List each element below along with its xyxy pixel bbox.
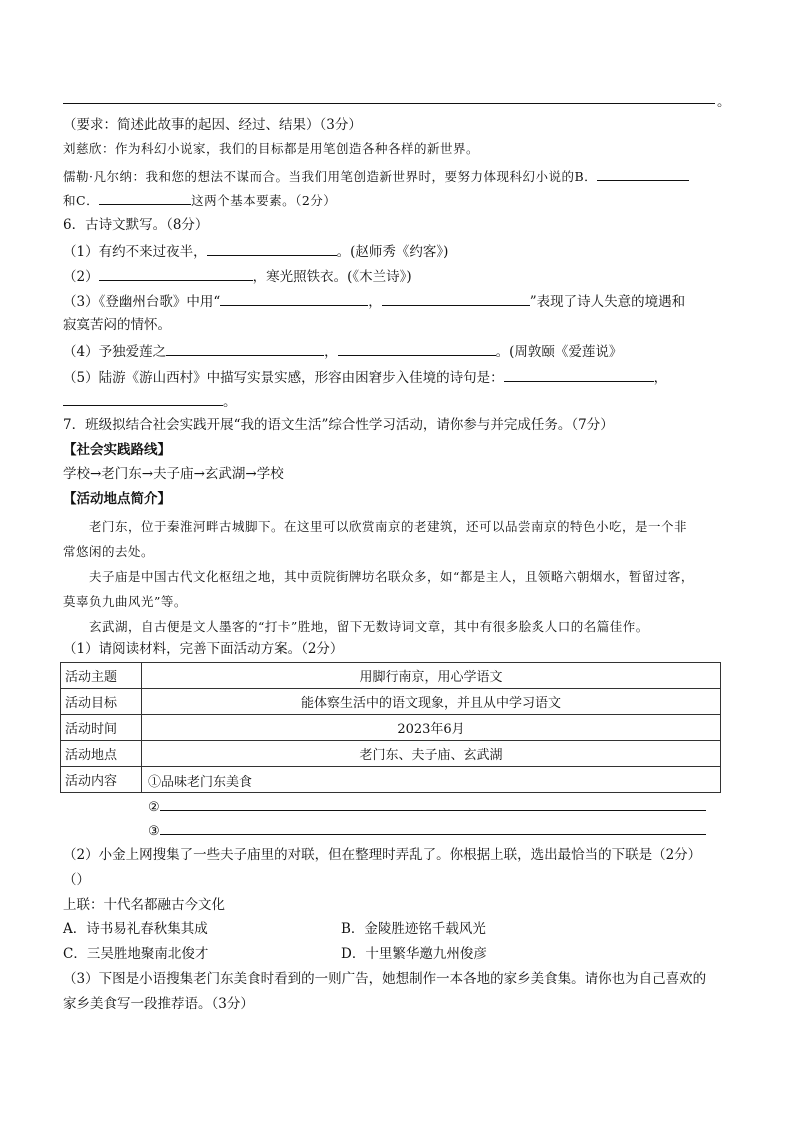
- verne-line-text: 儒勒·凡尔纳：我和您的想法不谋而合。当我们用笔创造新世界时，要努力体现科幻小说的B．: [63, 169, 598, 184]
- intro-fuzimiao: 夫子庙是中国古代文化枢纽之地，其中贡院街牌坊名联众多，如“都是主人，且领略六朝烟水，暂留过客，: [89, 569, 694, 584]
- option-b[interactable]: B．金陵胜迹铭千载风光: [341, 921, 486, 937]
- q6-item-3: [63, 291, 685, 311]
- q7-sub3: （3）下图是小语搜集老门东美食时看到的一则广告，她想制作一本各地的家乡美食集。请你也为自己喜欢的: [63, 971, 707, 987]
- q7-sub2-paren[interactable]: （）: [63, 872, 90, 888]
- q6-item-2-suffix: ，寒光照铁衣。(《木兰诗》): [252, 269, 412, 285]
- q6-blank-5a[interactable]: [504, 367, 654, 382]
- q6-item-1-suffix: 。(赵师秀《约客》): [336, 244, 449, 260]
- verne-line: [63, 166, 689, 186]
- q6-item-5-end: 。: [223, 394, 237, 410]
- liu-cixin-line: 刘慈欣：作为科幻小说家，我们的目标都是用笔创造各种各样的新世界。: [63, 141, 480, 156]
- verne-line-2-prefix: 和C．: [63, 193, 100, 208]
- intro-heading: 【活动地点简介】: [63, 491, 171, 507]
- content-item-1: ①品味老门东美食: [148, 775, 253, 790]
- q7-sub2: （2）小金上网搜集了一些夫子庙里的对联，但在整理时弄乱了。你根据上联，选出最恰当的下联是（2分）: [63, 847, 702, 863]
- q6-item-4: [63, 341, 622, 361]
- q6-blank-2[interactable]: [99, 266, 253, 281]
- q6-blank-3b[interactable]: [382, 291, 530, 306]
- q6-blank-4b[interactable]: [338, 341, 496, 356]
- intro-laomendong-2: 常悠闲的去处。: [63, 544, 155, 559]
- table-row: [61, 741, 721, 767]
- route-heading: 【社会实践路线】: [63, 442, 171, 458]
- q6-blank-3a[interactable]: [220, 291, 368, 306]
- content-cell: [142, 767, 721, 839]
- q6-item-5-line2: [63, 391, 237, 411]
- q6-item-5-comma: ，: [653, 370, 668, 386]
- option-c[interactable]: C．三吴胜地聚南北俊才: [63, 946, 209, 962]
- answer-blank-top: [63, 103, 715, 104]
- q6-item-4-suffix: 。(周敦颐《爱莲说》: [495, 344, 623, 360]
- blank-b[interactable]: [597, 166, 689, 181]
- content-item-2-marker: ②: [148, 800, 160, 815]
- row-label: 活动目标: [61, 689, 142, 715]
- top-period: 。: [717, 94, 731, 110]
- q6-blank-4a[interactable]: [166, 341, 324, 356]
- content-item-3: [148, 820, 706, 839]
- verne-line-2: [63, 190, 336, 210]
- row-label: 活动时间: [61, 715, 142, 741]
- row-value: 老门东、夫子庙、玄武湖: [142, 741, 721, 767]
- intro-laomendong: 老门东，位于秦淮河畔古城脚下。在这里可以欣赏南京的老建筑，还可以品尝南京的特色小吃，是一个非: [89, 519, 688, 534]
- q6-item-3-suffix: ”表现了诗人失意的境遇和: [529, 294, 686, 310]
- q6-item-1-prefix: （1）有约不来过夜半，: [63, 244, 207, 260]
- q6-item-4-comma: ，: [324, 344, 338, 360]
- row-value: 用脚行南京，用心学语文: [142, 663, 721, 689]
- table-row: [61, 715, 721, 741]
- content-blank-3[interactable]: [160, 820, 706, 835]
- q6-title: 6．古诗文默写。（8分）: [63, 217, 209, 233]
- q6-item-3-line2: 寂寞苦闷的情怀。: [63, 317, 171, 333]
- content-item-3-marker: ③: [148, 824, 160, 839]
- verne-line-2-suffix: 这两个基本要素。（2分）: [191, 193, 337, 208]
- route-text: 学校→老门东→夫子庙→玄武湖→学校: [63, 466, 284, 482]
- intro-xuanwuhu: 玄武湖，自古便是文人墨客的“打卡”胜地，留下无数诗词文章，其中有很多脍炙人口的名篇佳作。: [89, 619, 649, 634]
- blank-c[interactable]: [99, 190, 191, 205]
- requirement-note: （要求：简述此故事的起因、经过、结果）（3分）: [63, 117, 362, 133]
- q7-sub3-line2: 家乡美食写一段推荐语。（3分）: [63, 996, 254, 1012]
- q6-blank-5b[interactable]: [63, 391, 223, 406]
- q6-item-4-prefix: （4）予独爱莲之: [63, 344, 167, 360]
- option-d[interactable]: D．十里繁华邀九州俊彦: [341, 946, 487, 962]
- q6-item-1: [63, 241, 448, 261]
- q7-title: 7．班级拟结合社会实践开展“我的语文生活”综合性学习活动，请你参与并完成任务。（7分）: [63, 417, 614, 433]
- q6-item-3-prefix: （3）《登幽州台歌》中用“: [63, 294, 221, 310]
- table-row: [61, 663, 721, 689]
- row-label: 活动地点: [61, 741, 142, 767]
- q6-item-5: [63, 367, 667, 387]
- row-label: 活动主题: [61, 663, 142, 689]
- q6-item-3-comma: ，: [368, 294, 382, 310]
- row-value: 2023年6月: [142, 715, 721, 741]
- content-blank-2[interactable]: [160, 796, 706, 811]
- q6-item-2-prefix: （2）: [63, 269, 99, 285]
- option-a[interactable]: A．诗书易礼春秋集其成: [63, 921, 208, 937]
- q6-blank-1[interactable]: [207, 241, 337, 256]
- upper-couplet: 上联：十代名都融古今文化: [63, 897, 225, 913]
- content-label: 活动内容: [61, 767, 142, 793]
- activity-plan-table: [60, 662, 721, 839]
- intro-fuzimiao-2: 莫辜负九曲风光”等。: [63, 594, 187, 609]
- content-item-2: [148, 796, 706, 815]
- table-row: [61, 689, 721, 715]
- q6-item-5-prefix: （5）陆游《游山西村》中描写实景实感，形容由困窘步入佳境的诗句是：: [63, 370, 504, 386]
- q6-item-2: [63, 266, 412, 286]
- q7-sub1: （1）请阅读材料，完善下面活动方案。（2分）: [63, 641, 344, 657]
- row-value: 能体察生活中的语文现象，并且从中学习语文: [142, 689, 721, 715]
- table-row-content: [61, 767, 721, 793]
